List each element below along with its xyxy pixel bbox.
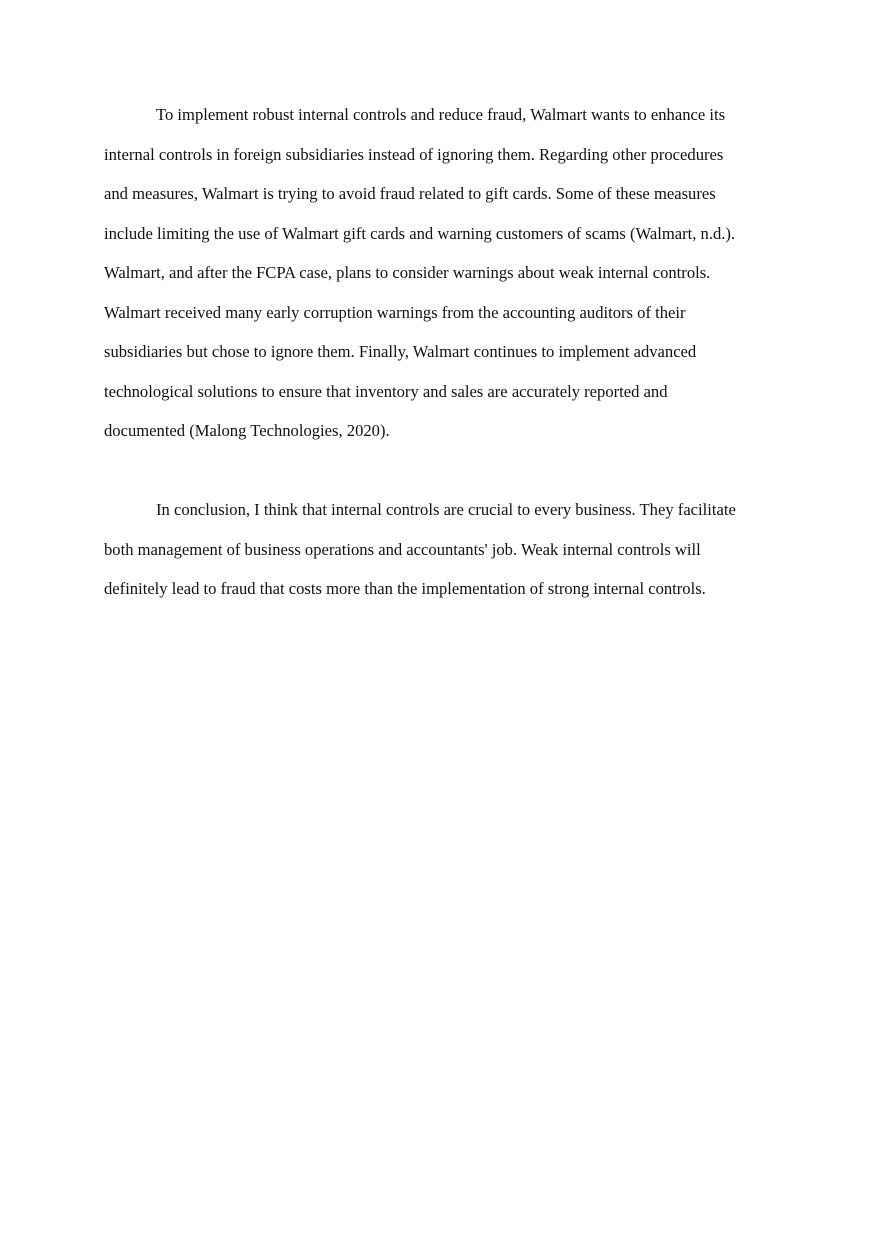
paragraph-line: To implement robust internal controls and reduce fraud, Walmart wants to enhance its [156, 105, 726, 124]
paragraph-conclusion [104, 494, 776, 613]
paragraph-line: both management of business operations and accountants' job. Weak internal controls will [104, 539, 701, 559]
paragraph-line: In conclusion, I think that internal controls are crucial to every business. They facilitate [156, 500, 736, 519]
paragraph-spacer [104, 455, 776, 495]
paragraph-line: Walmart, and after the FCPA case, plans to consider warnings about weak internal controls. [104, 263, 711, 282]
paragraph-line: include limiting the use of Walmart gift cards and warning customers of scams (Walmart, n.d.). [104, 223, 736, 243]
paragraph-line: Walmart received many early corruption warnings from the accounting auditors of their [104, 302, 686, 322]
paragraph-line: internal controls in foreign subsidiaries instead of ignoring them. Regarding other procedures [104, 144, 724, 164]
paragraph-line: subsidiaries but chose to ignore them. Finally, Walmart continues to implement advanced [104, 342, 697, 361]
paragraph-line: documented (Malong Technologies, 2020). [104, 421, 390, 440]
document-body [104, 99, 776, 613]
paragraph-walmart-controls [104, 99, 776, 455]
paragraph-line: and measures, Walmart is trying to avoid fraud related to gift cards. Some of these measures [104, 184, 716, 203]
paragraph-line: definitely lead to fraud that costs more than the implementation of strong internal controls. [104, 579, 706, 598]
paragraph-line: technological solutions to ensure that inventory and sales are accurately reported and [104, 381, 668, 401]
